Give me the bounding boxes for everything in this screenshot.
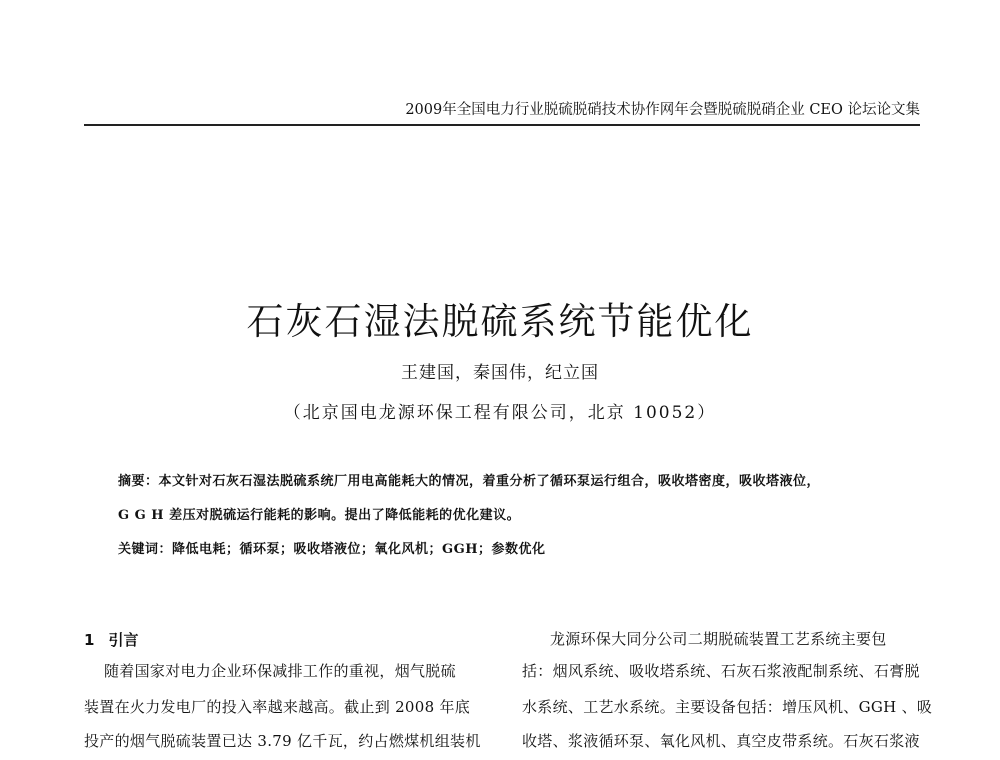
left-column — [84, 630, 484, 760]
paper-title: 石灰石湿法脱硫系统节能优化 — [246, 299, 754, 343]
abstract-line-2: G G H 差压对脱硫运行能耗的影响。提出了降低能耗的优化建议。 — [118, 508, 521, 523]
keywords: 关键词：降低电耗；循环泵；吸收塔液位；氧化风机；GGH；参数优化 — [118, 542, 546, 557]
left-column-line: 装置在火力发电厂的投入率越来越高。截止到 2008 年底 — [84, 698, 471, 716]
header-rule — [84, 124, 920, 126]
left-column-line: 投产的烟气脱硫装置已达 3.79 亿千瓦，约占燃煤机组装机 — [84, 732, 481, 750]
left-column-line: 随着国家对电力企业环保减排工作的重视，烟气脱硫 — [104, 662, 456, 680]
abstract-line-1: 摘要：本文针对石灰石湿法脱硫系统厂用电高能耗大的情况，着重分析了循环泵运行组合，吸收塔密度，吸收塔液位， — [118, 474, 821, 489]
right-column-line: 水系统、工艺水系统。主要设备包括：增压风机、GGH 、吸 — [522, 698, 933, 716]
section-title: 引言 — [108, 631, 139, 649]
right-column-line: 括：烟风系统、吸收塔系统、石灰石浆液配制系统、石膏脱 — [522, 662, 920, 680]
right-column-line: 收塔、浆液循环泵、氧化风机、真空皮带系统。石灰石浆液 — [522, 732, 920, 750]
affiliation: （北京国电龙源环保工程有限公司，北京 10052） — [283, 403, 717, 423]
right-column-line: 龙源环保大同分公司二期脱硫装置工艺系统主要包 — [550, 630, 887, 648]
section-number: 1 — [84, 631, 95, 649]
authors: 王建国，秦国伟，纪立国 — [401, 363, 599, 383]
running-header: 2009年全国电力行业脱硫脱硝技术协作网年会暨脱硫脱硝企业 CEO 论坛论文集 — [405, 102, 920, 118]
right-column — [522, 630, 933, 760]
